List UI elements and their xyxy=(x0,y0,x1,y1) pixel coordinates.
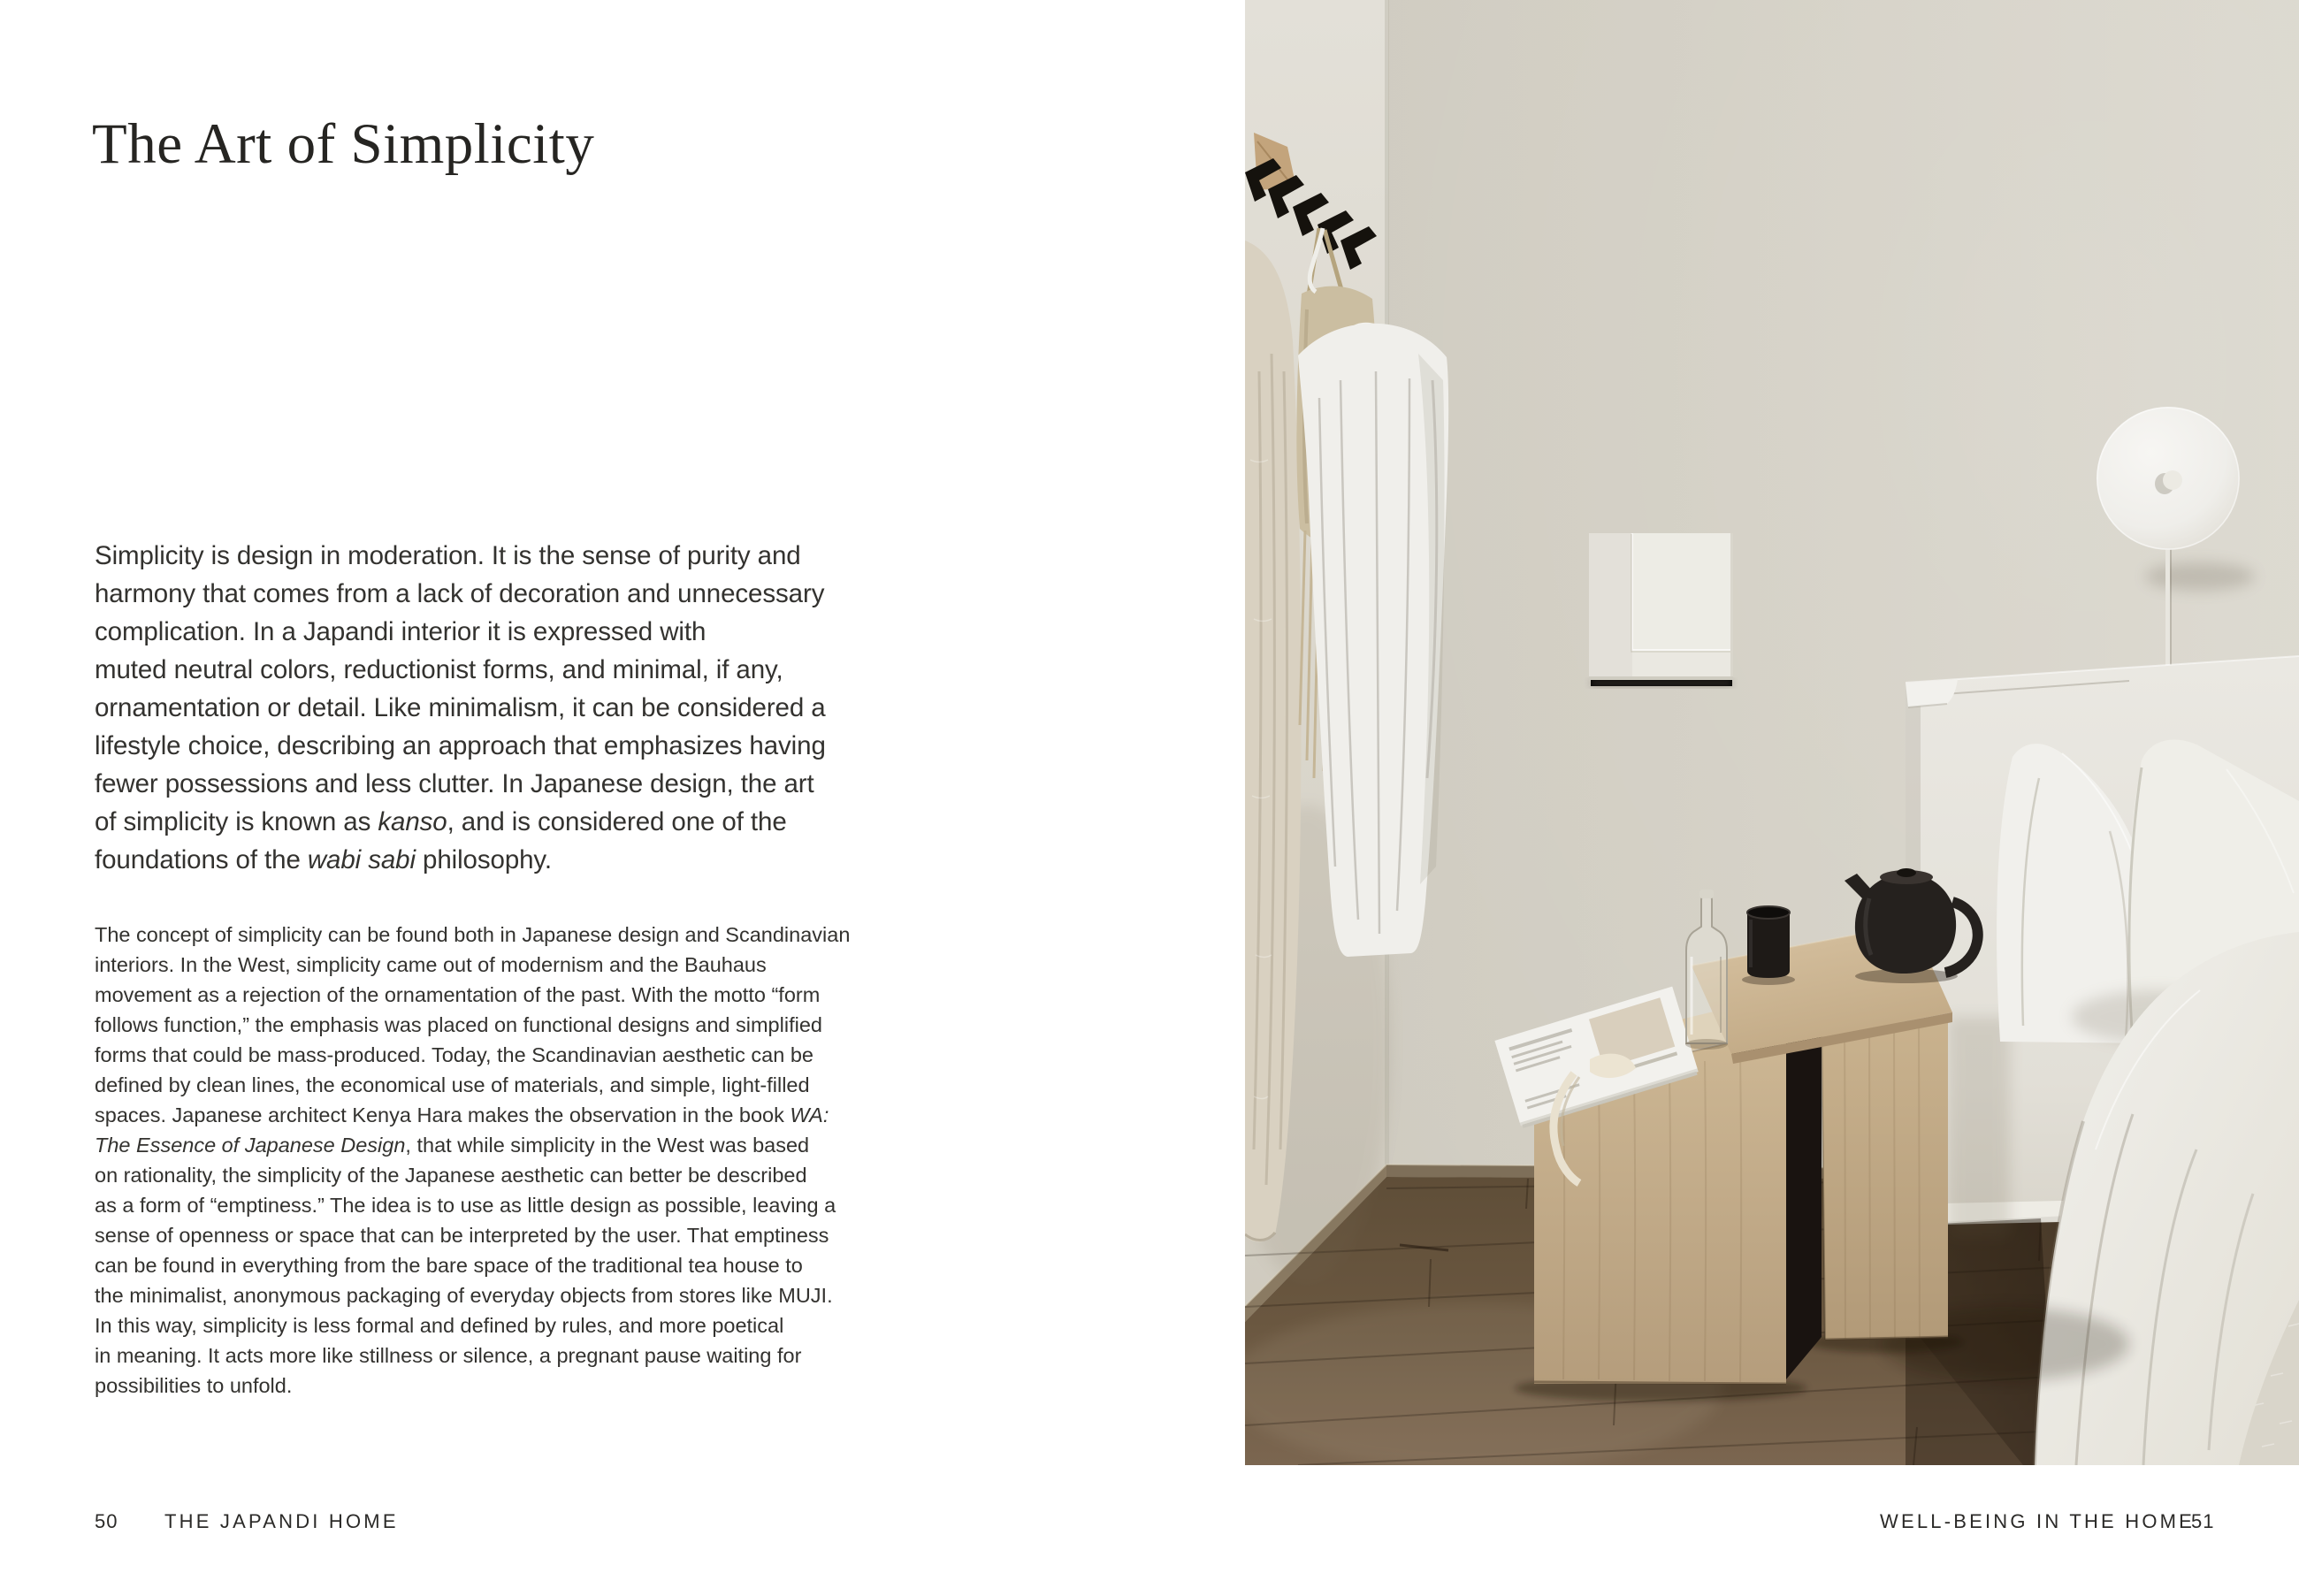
lamp-cord xyxy=(2165,548,2170,667)
bottle-stopper xyxy=(1699,890,1714,898)
intro-paragraph: Simplicity is design in moderation. It is the sense of purity and harmony that comes from a lack of decoration and unnecessary complication. In a Japandi interior it is expressed with muted neutral colors, reductionist forms, and minimal, if any, ornamentation or detail. Like minimalism, it can be considered a lifestyle choice, describing an approach that emphasizes having fewer possessions and less clutter. In Japanese design, the art of simplicity is known as kanso, and is considered one of the foundations of the wabi sabi philosophy. xyxy=(95,541,826,874)
running-head-right: WELL-BEING IN THE HOME xyxy=(1880,1510,2196,1532)
page-number-right: 51 xyxy=(2191,1510,2215,1532)
tea-cup xyxy=(1742,906,1795,985)
wall-artwork xyxy=(1589,533,1733,686)
running-head-left: THE JAPANDI HOME xyxy=(164,1510,399,1532)
table-dark-gap xyxy=(1786,1027,1822,1379)
tall-table-side xyxy=(1822,1019,1948,1340)
bedroom-photo xyxy=(1245,0,2299,1465)
chapter-title: The Art of Simplicity xyxy=(92,112,595,176)
teapot-lid-knob xyxy=(1897,868,1916,877)
body-paragraph: The concept of simplicity can be found both in Japanese design and Scandinavian interiors. In the West, simplicity came out of modernism and the Bauhaus movement as a rejection of the ornamentation of the past. With the motto “form follows function,” the emphasis was placed on functional designs and simplified forms that could be mass-produced. Today, the Scandinavian aesthetic can be defined by clean lines, the economical use of materials, and simple, light-filled spaces. Japanese architect Kenya Hara makes the observation in the book WA: The Essence of Japanese Design, that while simplicity in the West was based on rationality, the simplicity of the Japanese aesthetic can better be described as a form of “emptiness.” The idea is to use as little design as possible, leaving a sense of openness or space that can be interpreted by the user. That emptiness can be found in everything from the bare space of the traditional tea house to the minimalist, anonymous packaging of everyday objects from stores like MUJI. In this way, simplicity is less formal and defined by rules, and more poetical in meaning. It acts more like stillness or silence, a pregnant pause waiting for possibilities to unfold. xyxy=(95,923,851,1397)
page-number-left: 50 xyxy=(95,1510,118,1532)
lamp-knob xyxy=(2163,470,2182,490)
teapot-body xyxy=(1855,874,1956,974)
